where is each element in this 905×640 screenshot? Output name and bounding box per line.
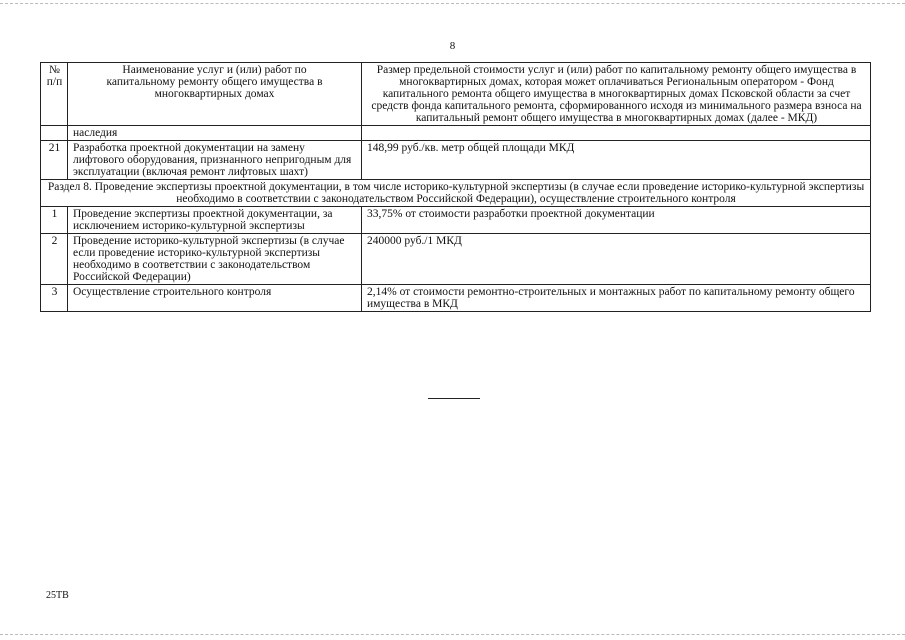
- table-row: [41, 141, 871, 180]
- row-num: 2: [41, 234, 68, 285]
- header-num: № п/п: [41, 63, 68, 126]
- row-21-name: Разработка проектной документации на замену лифтового оборудования, признанного непригодным для эксплуатации (включая ремонт лифтовых шахт): [68, 141, 362, 180]
- services-table: [40, 62, 871, 312]
- row-cost: 2,14% от стоимости ремонтно-строительных и монтажных работ по капитальному ремонту общего имущества в МКД: [362, 285, 871, 312]
- page-number: 8: [449, 40, 456, 52]
- row-cost: 240000 руб./1 МКД: [362, 234, 871, 285]
- table-header-row: [41, 63, 871, 126]
- section-row: [41, 180, 871, 207]
- row-name: Проведение историко-культурной экспертизы (в случае если проведение историко-культурной экспертизы необходимо в соответствии с законодательством Российской Федерации): [68, 234, 362, 285]
- row-21-cost: 148,99 руб./кв. метр общей площади МКД: [362, 141, 871, 180]
- bottom-edge-line: [0, 634, 905, 635]
- row-name: Осуществление строительного контроля: [68, 285, 362, 312]
- row-num: 3: [41, 285, 68, 312]
- header-name: Наименование услуг и (или) работ по капитальному ремонту общего имущества в многоквартирных домах: [68, 63, 362, 126]
- continuation-name: наследия: [68, 126, 362, 141]
- end-of-table-rule: [428, 398, 480, 399]
- table-row: [41, 207, 871, 234]
- top-edge-line: [0, 3, 905, 4]
- table-row: [41, 234, 871, 285]
- continuation-num: [41, 126, 68, 141]
- continuation-cost: [362, 126, 871, 141]
- table-row: [41, 126, 871, 141]
- row-21-num: 21: [41, 141, 68, 180]
- row-name: Проведение экспертизы проектной документации, за исключением историко-культурной экспертизы: [68, 207, 362, 234]
- row-num: 1: [41, 207, 68, 234]
- table-row: [41, 285, 871, 312]
- row-cost: 33,75% от стоимости разработки проектной документации: [362, 207, 871, 234]
- header-cost: Размер предельной стоимости услуг и (или) работ по капитальному ремонту общего имущества в многоквартирных домах, которая может оплачиваться Региональным оператором - Фонд капитального ремонта общего имущества в многоквартирных домах Псковской области за счет средств фонда капитального ремонта, сформированного исходя из минимального размера взноса на капитальный ремонт общего имущества в многоквартирных домах (далее - МКД): [362, 63, 871, 126]
- section-8-title: Раздел 8. Проведение экспертизы проектной документации, в том числе историко-культурной экспертизы (в случае если проведение историко-культурной экспертизы необходимо в соответствии с законодательством Российской Федерации), осуществление строительного контроля: [41, 180, 871, 207]
- document-code: 25ТВ: [46, 590, 69, 601]
